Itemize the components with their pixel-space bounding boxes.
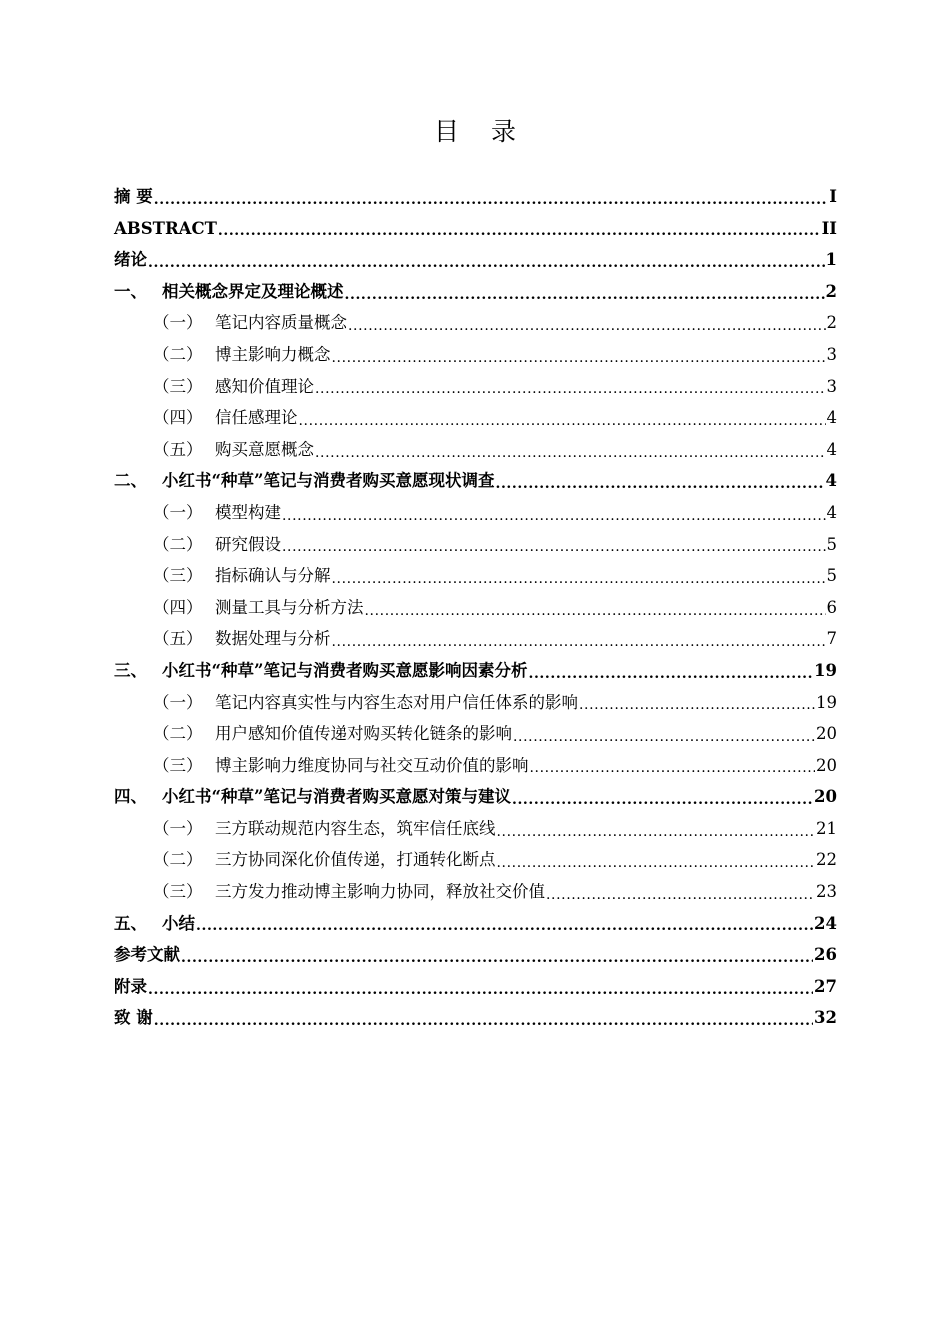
toc-dot-leader [579,693,815,711]
toc-entry-label: 感知价值理论 [215,376,314,396]
toc-entry-page: 27 [814,976,837,996]
toc-dot-leader [154,188,829,206]
toc-entry-label: 笔记内容真实性与内容生态对用户信任体系的影响 [215,692,578,712]
toc-entry-label: 绪论 [114,250,147,270]
toc-entry-label: 小红书“种草”笔记与消费者购买意愿现状调查 [162,471,495,491]
toc-entry-page: 26 [814,945,837,965]
toc-dot-leader [530,756,816,774]
toc-entry-page: 20 [816,755,837,775]
toc-entry-number: （三） [153,882,203,902]
toc-entry-page: 21 [816,818,837,838]
toc-entry-number: （五） [153,629,203,649]
toc-entry-label: 研究假设 [215,534,281,554]
toc-dot-leader [495,472,824,490]
toc-entry-page: 6 [826,597,837,617]
toc-entry-number: 一、 [114,281,147,301]
toc-entry-acknowledgements[interactable] [114,1002,837,1034]
toc-dot-leader [315,441,826,459]
toc-entry-chapter-4[interactable] [114,781,837,813]
toc-entry-label: 摘 要 [114,187,153,206]
toc-entry-page: 4 [826,408,837,428]
toc-entry-number: （三） [153,755,203,775]
toc-entry-abstract-en[interactable] [114,213,837,245]
toc-entry-page: II [821,218,837,238]
toc-dot-leader [546,883,815,901]
toc-dot-leader [497,820,816,838]
toc-dot-leader [332,630,826,648]
toc-entry-number: （二） [153,850,203,870]
toc-dot-leader [181,946,813,964]
toc-entry-number: （三） [153,376,203,396]
toc-entry-section-3-1[interactable] [114,687,837,719]
toc-dot-leader [528,662,813,680]
toc-entry-label: 博主影响力维度协同与社交互动价值的影响 [215,755,529,775]
toc-entry-number: （一） [153,313,203,333]
toc-entry-label: 信任感理论 [215,408,298,428]
toc-entry-number: 五、 [114,913,147,933]
toc-entry-page: 2 [825,281,837,301]
toc-entry-label: 三方发力推动博主影响力协同，释放社交价值 [215,882,545,902]
toc-dot-leader [148,978,813,996]
toc-entry-section-1-1[interactable] [114,307,837,339]
toc-entry-number: （二） [153,534,203,554]
toc-entry-label: 相关概念界定及理论概述 [162,281,344,301]
toc-entry-chapter-1[interactable] [114,276,837,308]
toc-dot-leader [218,219,821,237]
toc-entry-page: 19 [814,660,837,680]
toc-entry-label: 致 谢 [114,1008,153,1028]
toc-entry-chapter-5[interactable] [114,908,837,940]
toc-entry-label: 博主影响力概念 [215,344,331,364]
toc-entry-section-4-3[interactable] [114,876,837,908]
toc-entry-number: 四、 [114,787,147,807]
toc-dot-leader [196,914,813,932]
toc-entry-number: （二） [153,344,203,364]
toc-entry-number: （四） [153,408,203,428]
toc-entry-page: I [829,187,837,206]
toc-dot-leader [512,788,813,806]
toc-entry-number: （二） [153,724,203,744]
toc-entry-page: 5 [826,566,837,586]
toc-entry-label: 小红书“种草”笔记与消费者购买意愿影响因素分析 [162,660,528,680]
toc-entry-section-2-5[interactable] [114,623,837,655]
toc-dot-leader [513,725,815,743]
toc-entry-number: 三、 [114,660,147,680]
toc-entry-page: 4 [826,439,837,459]
toc-dot-leader [315,377,826,395]
toc-entry-page: 1 [825,250,837,270]
toc-entry-section-4-1[interactable] [114,813,837,845]
toc-entry-page: 24 [814,913,837,933]
toc-entry-page: 3 [826,344,837,364]
toc-entry-number: （三） [153,566,203,586]
toc-dot-leader [345,283,825,301]
toc-entry-section-2-4[interactable] [114,592,837,624]
toc-entry-label: 指标确认与分解 [215,566,331,586]
toc-entry-introduction[interactable] [114,244,837,276]
toc-entry-number: （一） [153,818,203,838]
toc-entry-appendix[interactable] [114,971,837,1003]
toc-entry-abstract-cn[interactable] [114,181,837,213]
toc-entry-label: 购买意愿概念 [215,439,314,459]
toc-entry-label: 笔记内容质量概念 [215,313,347,333]
toc-entry-references[interactable] [114,939,837,971]
toc-entry-label: 参考文献 [114,945,180,965]
toc-dot-leader [348,314,826,332]
toc-entry-page: 4 [826,502,837,522]
table-of-contents [114,181,837,1034]
toc-dot-leader [332,567,826,585]
toc-entry-page: 23 [816,882,837,902]
page-title: 目 录 [434,117,528,146]
toc-entry-label: ABSTRACT [114,218,217,238]
toc-entry-page: 7 [826,629,837,649]
toc-entry-label: 测量工具与分析方法 [215,597,364,617]
toc-entry-page: 3 [826,376,837,396]
toc-dot-leader [282,504,826,522]
toc-dot-leader [282,535,826,553]
toc-entry-number: （五） [153,439,203,459]
toc-entry-page: 4 [825,471,837,491]
toc-entry-label: 数据处理与分析 [215,629,331,649]
toc-entry-section-2-2[interactable] [114,529,837,561]
toc-entry-section-1-3[interactable] [114,371,837,403]
toc-dot-leader [148,251,825,269]
toc-entry-section-2-3[interactable] [114,560,837,592]
toc-entry-section-1-5[interactable] [114,434,837,466]
toc-entry-label: 三方协同深化价值传递，打通转化断点 [215,850,496,870]
toc-entry-label: 模型构建 [215,502,281,522]
toc-entry-label: 小结 [162,913,195,933]
toc-entry-page: 19 [816,692,837,712]
toc-entry-section-1-4[interactable] [114,402,837,434]
toc-dot-leader [154,1009,813,1027]
toc-entry-section-3-2[interactable] [114,718,837,750]
toc-entry-section-4-2[interactable] [114,844,837,876]
toc-dot-leader [365,599,826,617]
toc-entry-page: 2 [826,313,837,333]
toc-dot-leader [332,346,826,364]
toc-entry-page: 32 [814,1008,837,1028]
toc-entry-number: 二、 [114,471,147,491]
toc-entry-chapter-3[interactable] [114,655,837,687]
toc-entry-label: 三方联动规范内容生态，筑牢信任底线 [215,818,496,838]
toc-entry-page: 20 [814,787,837,807]
toc-entry-label: 附录 [114,976,147,996]
toc-entry-section-2-1[interactable] [114,497,837,529]
toc-entry-label: 用户感知价值传递对购买转化链条的影响 [215,724,512,744]
toc-entry-label: 小红书“种草”笔记与消费者购买意愿对策与建议 [162,787,511,807]
toc-entry-chapter-2[interactable] [114,465,837,497]
toc-entry-section-1-2[interactable] [114,339,837,371]
toc-entry-number: （一） [153,692,203,712]
toc-dot-leader [299,409,826,427]
toc-entry-number: （一） [153,502,203,522]
toc-entry-page: 5 [826,534,837,554]
toc-entry-number: （四） [153,597,203,617]
toc-entry-page: 22 [816,850,837,870]
toc-entry-section-3-3[interactable] [114,750,837,782]
toc-entry-page: 20 [816,724,837,744]
toc-dot-leader [497,851,816,869]
